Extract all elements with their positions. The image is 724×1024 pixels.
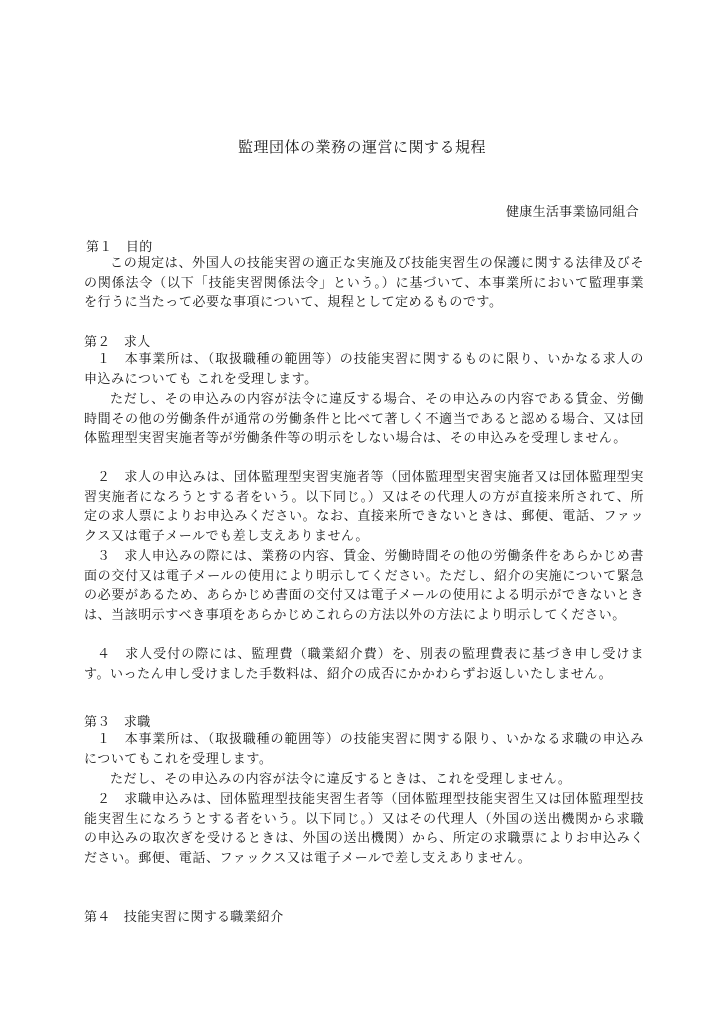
section-paragraph: ただし、その申込みの内容が法令に違反するときは、これを受理しません。: [110, 772, 572, 787]
section-heading-purpose: 第１ 目的: [86, 240, 153, 255]
section-heading-job-placement: 第４ 技能実習に関する職業紹介: [84, 910, 284, 925]
section-heading-job-offers: 第２ 求人: [84, 335, 151, 350]
section-paragraph: １ 本事業所は、（取扱職種の範囲等）の技能実習に関する限り、いかなる求職の申込みについてもこれを受理します。: [84, 732, 644, 767]
section-heading-job-seeking: 第３ 求職: [84, 715, 151, 730]
section-paragraph: ただし、その申込みの内容が法令に違反する場合、その申込みの内容である賃金、労働時間その他の労働条件が通常の労働条件と比べて著しく不適当であると認める場合、又は団体監理型実習実施者等が労働条件等の明示をしない場合は、その申込みを受理しません。: [84, 392, 644, 447]
organization-name: 健康生活事業協同組合: [505, 205, 639, 220]
section-paragraph: １ 本事業所は、（取扱職種の範囲等）の技能実習に関するものに限り、いかなる求人の申込みについても これを受理します。: [84, 352, 644, 387]
section-paragraph: ２ 求職申込みは、団体監理型技能実習生者等（団体監理型技能実習生又は団体監理型技能実習生になろうとする者をいう。以下同じ。）又はその代理人（外国の送出機関から求職の申込みの取次ぎを受けるときは、外国の送出機関）から、所定の求職票によりお申込みください。郵便、電話、ファックス又は電子メールで差し支えありません。: [84, 792, 644, 867]
section-paragraph: ４ 求人受付の際には、監理費（職業紹介費）を、別表の監理費表に基づき申し受けます。いったん申し受けました手数料は、紹介の成否にかかわらずお返しいたしません。: [84, 647, 644, 682]
section-paragraph: ３ 求人申込みの際には、業務の内容、賃金、労働時間その他の労働条件をあらかじめ書面の交付又は電子メールの使用により明示してください。ただし、紹介の実施について緊急の必要があるため、あらかじめ書面の交付又は電子メールの使用による明示ができないときは、当該明示すべき事項をあらかじめこれらの方法以外の方法により明示してください。: [84, 549, 644, 624]
document-title: 監理団体の業務の運営に関する規程: [237, 138, 486, 156]
section-paragraph: ２ 求人の申込みは、団体監理型実習実施者等（団体監理型実習実施者又は団体監理型実習実施者になろうとする者をいう。以下同じ。）又はその代理人の方が直接来所されて、所定の求人票によりお申込みください。なお、直接来所できないときは、郵便、電話、ファックス又は電子メールでも差し支えありません。: [84, 470, 644, 545]
section-paragraph: この規定は、外国人の技能実習の適正な実施及び技能実習生の保護に関する法律及びその関係法令（以下「技能実習関係法令」という。）に基づいて、本事業所において監理事業を行うに当たって必要な事項について、規程として定めるものです。: [84, 256, 644, 311]
